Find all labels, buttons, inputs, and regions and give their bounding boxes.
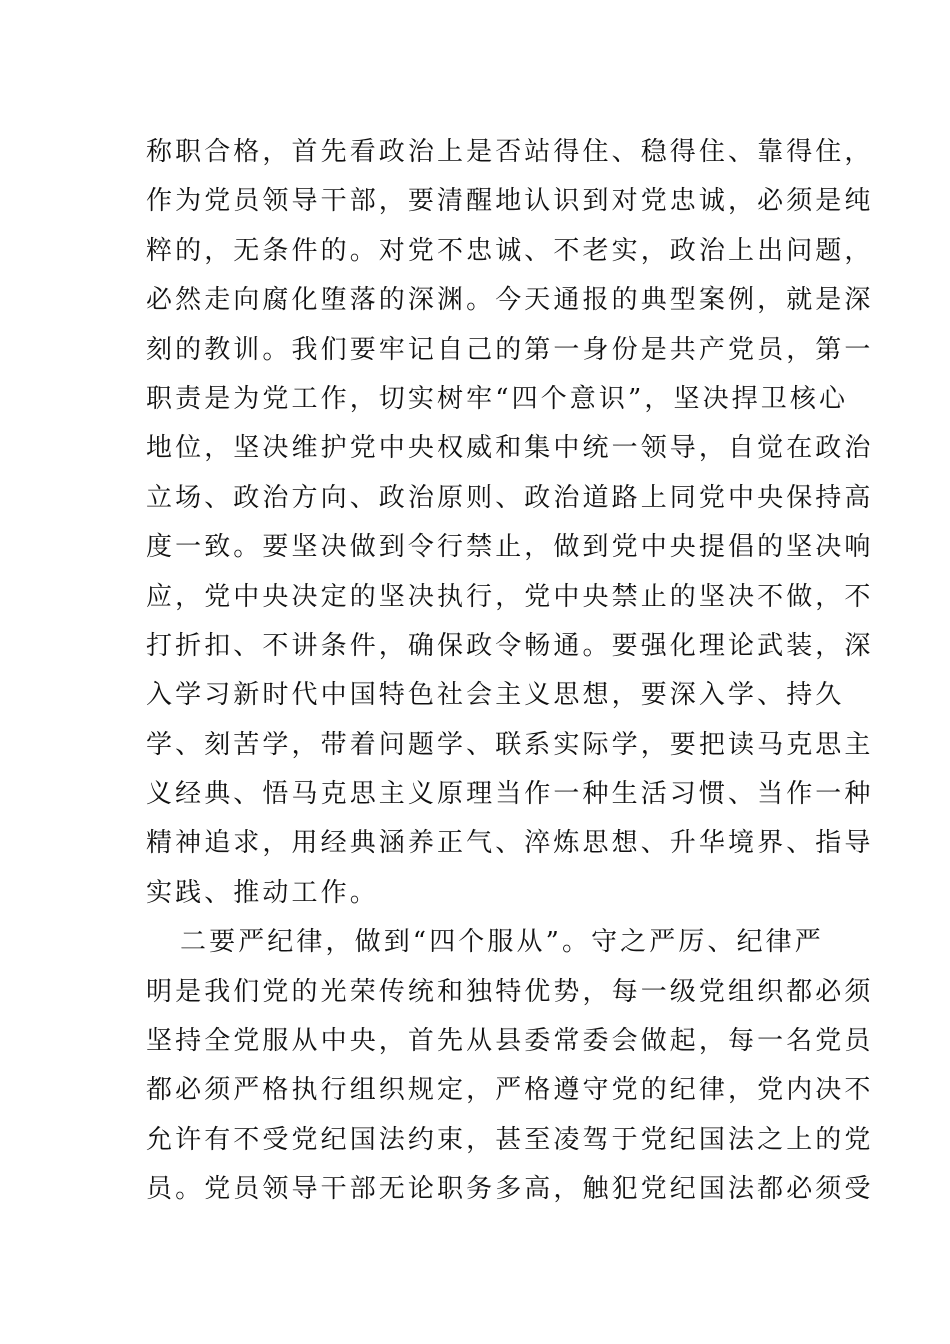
text-line: 坚持全党服从中央，首先从县委常委会做起，每一名党员 (146, 1026, 874, 1057)
text-line: 度一致。要坚决做到令行禁止，做到党中央提倡的坚决响 (146, 532, 874, 563)
text-line: 职责是为党工作，切实树牢“四个意识”，坚决捍卫核心 (146, 383, 849, 414)
paragraph-start-line: 二要严纪律，做到“四个服从”。守之严厉、纪律严 (180, 927, 824, 958)
text-line: 实践、推动工作。 (146, 877, 379, 908)
text-line: 都必须严格执行组织规定，严格遵守党的纪律，党内决不 (146, 1075, 874, 1106)
text-line: 称职合格，首先看政治上是否站得住、稳得住、靠得住， (146, 137, 874, 167)
text-line: 作为党员领导干部，要清醒地认识到对党忠诚，必须是纯 (146, 186, 874, 217)
text-line: 应，党中央决定的坚决执行，党中央禁止的坚决不做，不 (146, 581, 874, 612)
text-line: 义经典、悟马克思主义原理当作一种生活习惯、当作一种 (146, 779, 874, 810)
text-line: 立场、政治方向、政治原则、政治道路上同党中央保持高 (146, 482, 874, 513)
text-line: 员。党员领导干部无论职务多高，触犯党纪国法都必须受 (146, 1174, 874, 1205)
text-line: 明是我们党的光荣传统和独特优势，每一级党组织都必须 (146, 976, 874, 1007)
text-line: 刻的教训。我们要牢记自己的第一身份是共产党员，第一 (146, 334, 874, 365)
body-text (146, 128, 874, 1215)
text-line: 精神追求，用经典涵养正气、淬炼思想、升华境界、指导 (146, 828, 874, 859)
text-line: 必然走向腐化堕落的深渊。今天通报的典型案例，就是深 (146, 285, 874, 316)
text-line: 粹的，无条件的。对党不忠诚、不老实，政治上出问题， (146, 235, 874, 266)
text-line: 地位，坚决维护党中央权威和集中统一领导，自觉在政治 (146, 433, 874, 464)
text-line: 入学习新时代中国特色社会主义思想，要深入学、持久 (146, 680, 845, 711)
text-line: 打折扣、不讲条件，确保政令畅通。要强化理论武装，深 (146, 630, 874, 661)
text-line: 允许有不受党纪国法约束，甚至凌驾于党纪国法之上的党 (146, 1124, 874, 1155)
text-line: 学、刻苦学，带着问题学、联系实际学，要把读马克思主 (146, 729, 874, 760)
